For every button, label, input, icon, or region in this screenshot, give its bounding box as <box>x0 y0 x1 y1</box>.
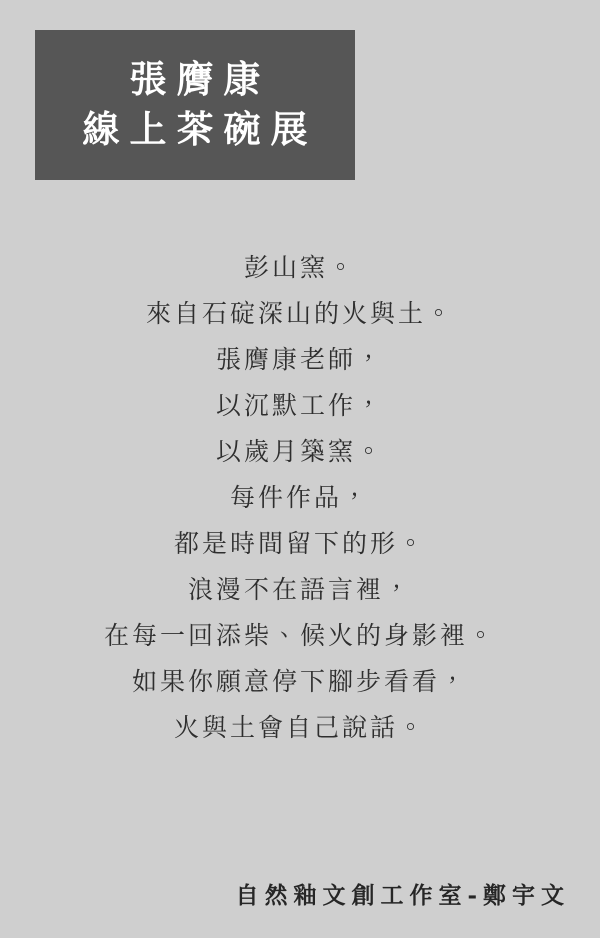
poem-line: 以沉默工作， <box>215 391 384 420</box>
poem-line: 每件作品， <box>229 483 370 512</box>
poem-line: 彭山窯。 <box>243 253 356 282</box>
title-line-exhibition: 線上茶碗展 <box>82 107 318 151</box>
poem-line: 來自石碇深山的火與土。 <box>145 299 454 328</box>
title-banner <box>35 30 355 180</box>
poem-line: 在每一回添柴、候火的身影裡。 <box>103 621 496 650</box>
poem-line: 火與土會自己說話。 <box>173 713 426 742</box>
poem-body <box>0 245 600 751</box>
poem-line: 如果你願意停下腳步看看， <box>131 667 468 696</box>
studio-signature: 自然釉文創工作室-鄭宇文 <box>235 882 570 909</box>
poem-line: 浪漫不在語言裡， <box>187 575 412 604</box>
poem-line: 以歲月築窯。 <box>215 437 384 466</box>
title-line-artist: 張膺康 <box>129 57 271 102</box>
poem-line: 張膺康老師， <box>215 345 384 374</box>
poem-line: 都是時間留下的形。 <box>173 529 426 558</box>
